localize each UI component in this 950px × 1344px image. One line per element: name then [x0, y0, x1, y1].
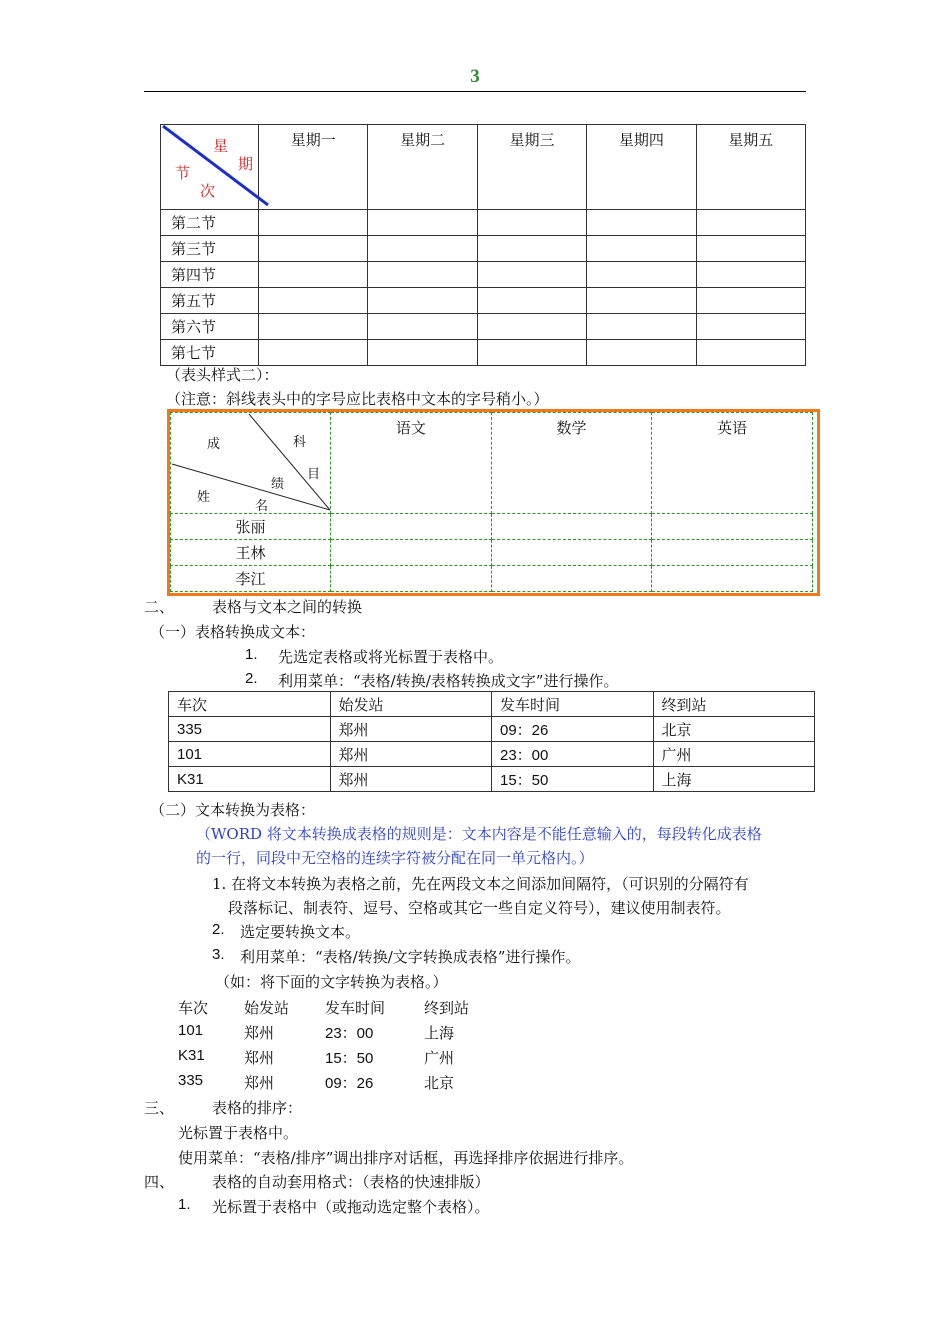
step-text: 利用菜单：“表格/转换/表格转换成文字”进行操作。 — [278, 672, 619, 690]
section-2-num: 二、 — [144, 598, 175, 616]
table-row — [161, 236, 806, 262]
cell: 北京 — [653, 717, 815, 742]
header-rule — [144, 91, 806, 92]
table-row — [161, 340, 806, 366]
step-text: 选定要转换文本。 — [240, 923, 361, 941]
text-col: 335 — [178, 1072, 204, 1089]
diag-label-jie: 节 — [175, 164, 191, 182]
text-col: 广州 — [424, 1049, 455, 1067]
table-row — [161, 314, 806, 340]
table-row — [161, 210, 806, 236]
cell: 15：50 — [492, 767, 654, 792]
period-label: 第四节 — [161, 262, 259, 288]
section-3-num: 三、 — [144, 1099, 175, 1117]
table-header-row — [169, 692, 815, 717]
period-label: 第三节 — [161, 236, 259, 262]
step-text: 光标置于表格中（或拖动选定整个表格）。 — [212, 1198, 490, 1216]
grades-table — [170, 412, 813, 592]
diag-label-ming: 名 — [255, 499, 269, 514]
cell: K31 — [169, 767, 331, 792]
column-header: 发车时间 — [492, 692, 654, 717]
subject-header: 语文 — [331, 413, 492, 514]
text-col: 发车时间 — [325, 999, 386, 1017]
section-3-line-1: 光标置于表格中。 — [178, 1124, 299, 1142]
text-col: 终到站 — [424, 999, 470, 1017]
step-2-1-line-1: 1. 在将文本转换为表格之前，先在两段文本之间添加间隔符，（可识别的分隔符有 — [212, 875, 749, 893]
cell: 广州 — [653, 742, 815, 767]
text-col: 09：26 — [325, 1075, 374, 1092]
day-header: 星期一 — [259, 125, 368, 210]
text-col: 始发站 — [244, 999, 290, 1017]
cell: 郑州 — [330, 717, 492, 742]
sub-heading-2: （二）文本转换为表格： — [150, 801, 316, 819]
column-header: 始发站 — [330, 692, 492, 717]
section-4-num: 四、 — [144, 1173, 175, 1191]
diag-label-mu: 目 — [307, 467, 321, 482]
section-4-title: 表格的自动套用格式：（表格的快速排版） — [212, 1173, 490, 1191]
cell: 上海 — [653, 767, 815, 792]
text-col: 郑州 — [244, 1074, 275, 1092]
student-name: 张丽 — [171, 514, 331, 540]
diag-label-ci: 次 — [200, 182, 216, 200]
page-number: 3 — [470, 66, 480, 87]
subject-header: 英语 — [652, 413, 813, 514]
day-header: 星期三 — [477, 125, 586, 210]
diagonal-header-cell — [171, 413, 331, 514]
step-text: 先选定表格或将光标置于表格中。 — [278, 648, 504, 666]
cell: 郑州 — [330, 742, 492, 767]
period-label: 第六节 — [161, 314, 259, 340]
text-col: 北京 — [424, 1074, 455, 1092]
day-header: 星期二 — [368, 125, 477, 210]
step-num: 1. — [178, 1196, 191, 1213]
diag-label-xing: 星 — [213, 137, 229, 155]
step-2-1-line-2: 段落标记、制表符、逗号、空格或其它一些自定义符号），建议使用制表符。 — [228, 899, 731, 917]
rule-note-line-1: （WORD 将文本转换成表格的规则是：文本内容是不能任意输入的，每段转化成表格 — [196, 825, 762, 843]
text-col: 车次 — [178, 999, 209, 1017]
text-col: 23：00 — [325, 1025, 374, 1042]
caption-style-two: （表头样式二）： — [166, 366, 279, 384]
subject-header: 数学 — [491, 413, 652, 514]
column-header: 终到站 — [653, 692, 815, 717]
period-label: 第二节 — [161, 210, 259, 236]
text-col: 郑州 — [244, 1024, 275, 1042]
period-label: 第七节 — [161, 340, 259, 366]
step-num: 1. — [245, 646, 258, 663]
step-num: 3. — [212, 946, 225, 963]
diag-label-cheng: 成 — [207, 437, 221, 452]
section-3-title: 表格的排序： — [212, 1099, 303, 1117]
student-name: 王林 — [171, 540, 331, 566]
step-num: 2. — [245, 670, 258, 687]
cell: 郑州 — [330, 767, 492, 792]
cell: 23：00 — [492, 742, 654, 767]
diag-label-qi: 期 — [238, 155, 254, 173]
step-text: 利用菜单：“表格/转换/文字转换成表格”进行操作。 — [240, 948, 581, 966]
diag-label-ji: 绩 — [271, 477, 285, 492]
cell: 09：26 — [492, 717, 654, 742]
diag-label-xing: 姓 — [197, 490, 211, 505]
cell: 101 — [169, 742, 331, 767]
section-3-line-2: 使用菜单：“表格/排序”调出排序对话框，再选择排序依据进行排序。 — [178, 1149, 634, 1167]
sub-heading-1: （一）表格转换成文本： — [150, 623, 316, 641]
table-row — [161, 288, 806, 314]
table-row — [169, 742, 815, 767]
column-header: 车次 — [169, 692, 331, 717]
day-header: 星期四 — [587, 125, 696, 210]
text-col: 101 — [178, 1022, 204, 1039]
table-row — [171, 566, 813, 592]
text-col: 郑州 — [244, 1049, 275, 1067]
rule-note-line-2: 的一行，同段中无空格的连续字符被分配在同一单元格内。） — [196, 849, 594, 867]
day-header: 星期五 — [696, 125, 805, 210]
diagonal-header-cell — [161, 125, 259, 210]
schedule-table — [160, 124, 806, 366]
train-table — [168, 691, 815, 792]
text-col: 上海 — [424, 1024, 455, 1042]
student-name: 李江 — [171, 566, 331, 592]
table-row — [171, 540, 813, 566]
cell: 335 — [169, 717, 331, 742]
step-num: 2. — [212, 921, 225, 938]
table-row — [169, 717, 815, 742]
diagonal-lines — [171, 413, 332, 511]
period-label: 第五节 — [161, 288, 259, 314]
caption-note: （注意：斜线表头中的字号应比表格中文本的字号稍小。） — [166, 390, 549, 408]
section-2-title: 表格与文本之间的转换 — [212, 598, 363, 616]
table-row — [161, 262, 806, 288]
text-col: 15：50 — [325, 1050, 374, 1067]
diag-label-ke: 科 — [293, 435, 307, 450]
table-row — [169, 767, 815, 792]
example-intro: （如：将下面的文字转换为表格。） — [215, 973, 448, 991]
text-col: K31 — [178, 1047, 205, 1064]
table-row — [171, 514, 813, 540]
